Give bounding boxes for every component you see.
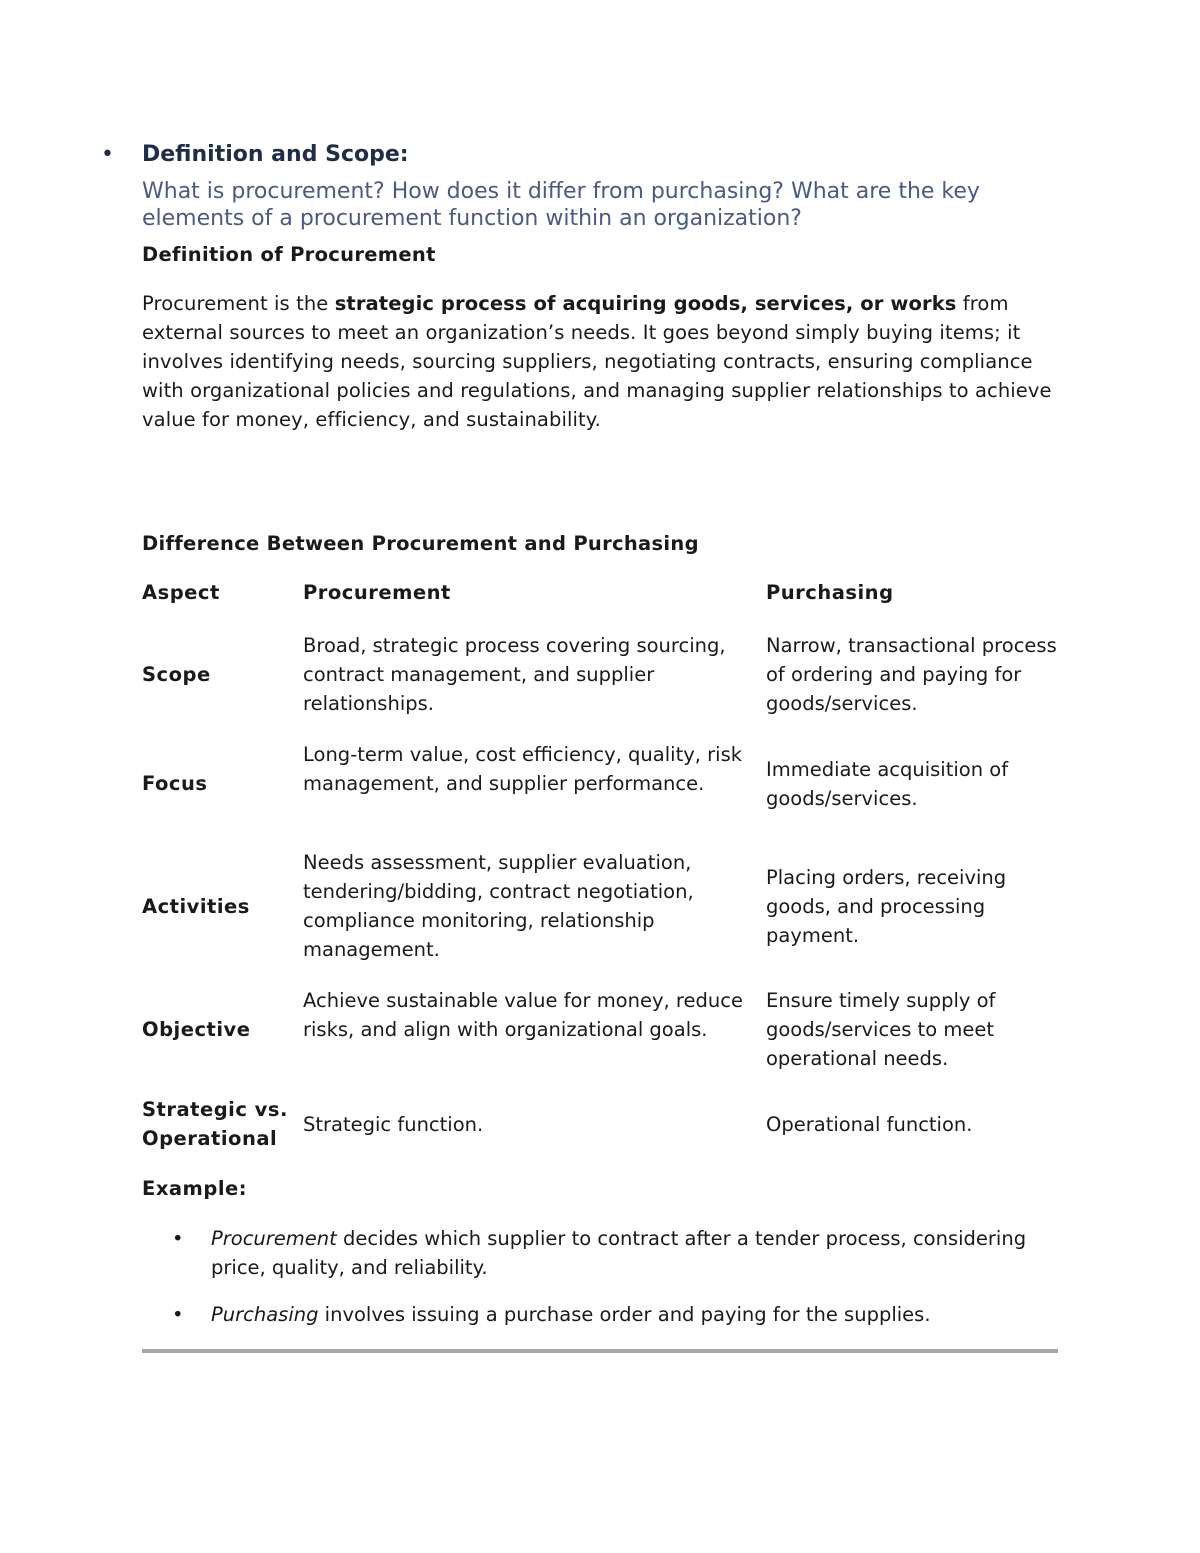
row-procurement: Broad, strategic process covering sourcing, contract management, and supplier relationships. [303,634,726,715]
list-item [172,1300,1052,1329]
row-purchasing [766,740,1072,827]
row-purchasing-text: Immediate acquisition of goods/services. [766,757,1009,810]
header-purchasing: Purchasing [766,581,894,604]
list-item [172,1224,1052,1282]
row-purchasing: Ensure timely supply of goods/services to meet operational needs. [766,989,996,1070]
definition-bold: strategic process of acquiring goods, services, or works [334,292,957,315]
example-text: decides which supplier to contract after a tender process, considering price, quality, and reliability. [211,1227,1027,1279]
example-term: Purchasing [211,1303,319,1326]
comparison-table [142,578,1072,1155]
section-title: Definition and Scope: [142,142,409,167]
row-procurement: Long-term value, cost efficiency, quality, risk management, and supplier performance. [303,743,743,795]
row-aspect-text: Focus [142,772,208,795]
example-list [172,1224,1052,1347]
row-aspect [142,631,302,718]
definition-heading: Definition of Procurement [142,243,436,266]
row-procurement: Achieve sustainable value for money, reduce risks, and align with organizational goals. [303,989,743,1041]
table-row [142,848,1072,986]
difference-heading: Difference Between Procurement and Purchasing [142,532,699,555]
definition-lead: Procurement is the [142,292,335,315]
table-row [142,986,1072,1095]
row-procurement: Needs assessment, supplier evaluation, tendering/bidding, contract negotiation, compliance monitoring, relationship management. [303,851,694,961]
table-header-row [142,578,1072,631]
example-text: involves issuing a purchase order and paying for the supplies. [318,1303,931,1326]
example-term: Procurement [211,1227,337,1250]
row-procurement-text: Strategic function. [303,1112,484,1136]
row-aspect-text: Activities [142,894,250,918]
row-purchasing-text: Operational function. [766,1112,973,1136]
row-purchasing: Narrow, transactional process of ordering and paying for goods/services. [766,634,1057,715]
bullet-icon: • [172,1303,184,1326]
bullet-icon: • [172,1227,184,1250]
row-aspect [142,848,302,964]
horizontal-rule [142,1349,1058,1353]
header-aspect: Aspect [142,581,220,604]
section-question: What is procurement? How does it differ from purchasing? What are the key elements of a procurement function within an organization? [142,179,980,231]
table-row [142,1095,1072,1155]
row-aspect-text: Scope [142,663,211,686]
section-bullet: • [101,142,114,167]
row-aspect [142,740,302,827]
example-label: Example: [142,1177,248,1200]
definition-rest: from external sources to meet an organization’s needs. It goes beyond simply buying items; it involves identifying needs, sourcing suppliers, negotiating contracts, ensuring compliance with organizational policies and regulations, and managing supplier relationships to achieve value for money, efficiency, and sustainability. [142,292,1052,431]
row-purchasing-text: Placing orders, receiving goods, and processing payment. [766,865,1007,947]
table-row [142,740,1072,848]
row-purchasing [766,1095,1072,1153]
row-aspect [142,986,302,1073]
table-row [142,631,1072,740]
row-purchasing [766,848,1072,964]
definition-paragraph [142,289,1072,434]
row-aspect-text: Objective [142,1018,251,1041]
header-procurement: Procurement [303,581,451,604]
row-procurement [303,1095,765,1153]
row-aspect: Strategic vs. Operational [142,1098,288,1150]
